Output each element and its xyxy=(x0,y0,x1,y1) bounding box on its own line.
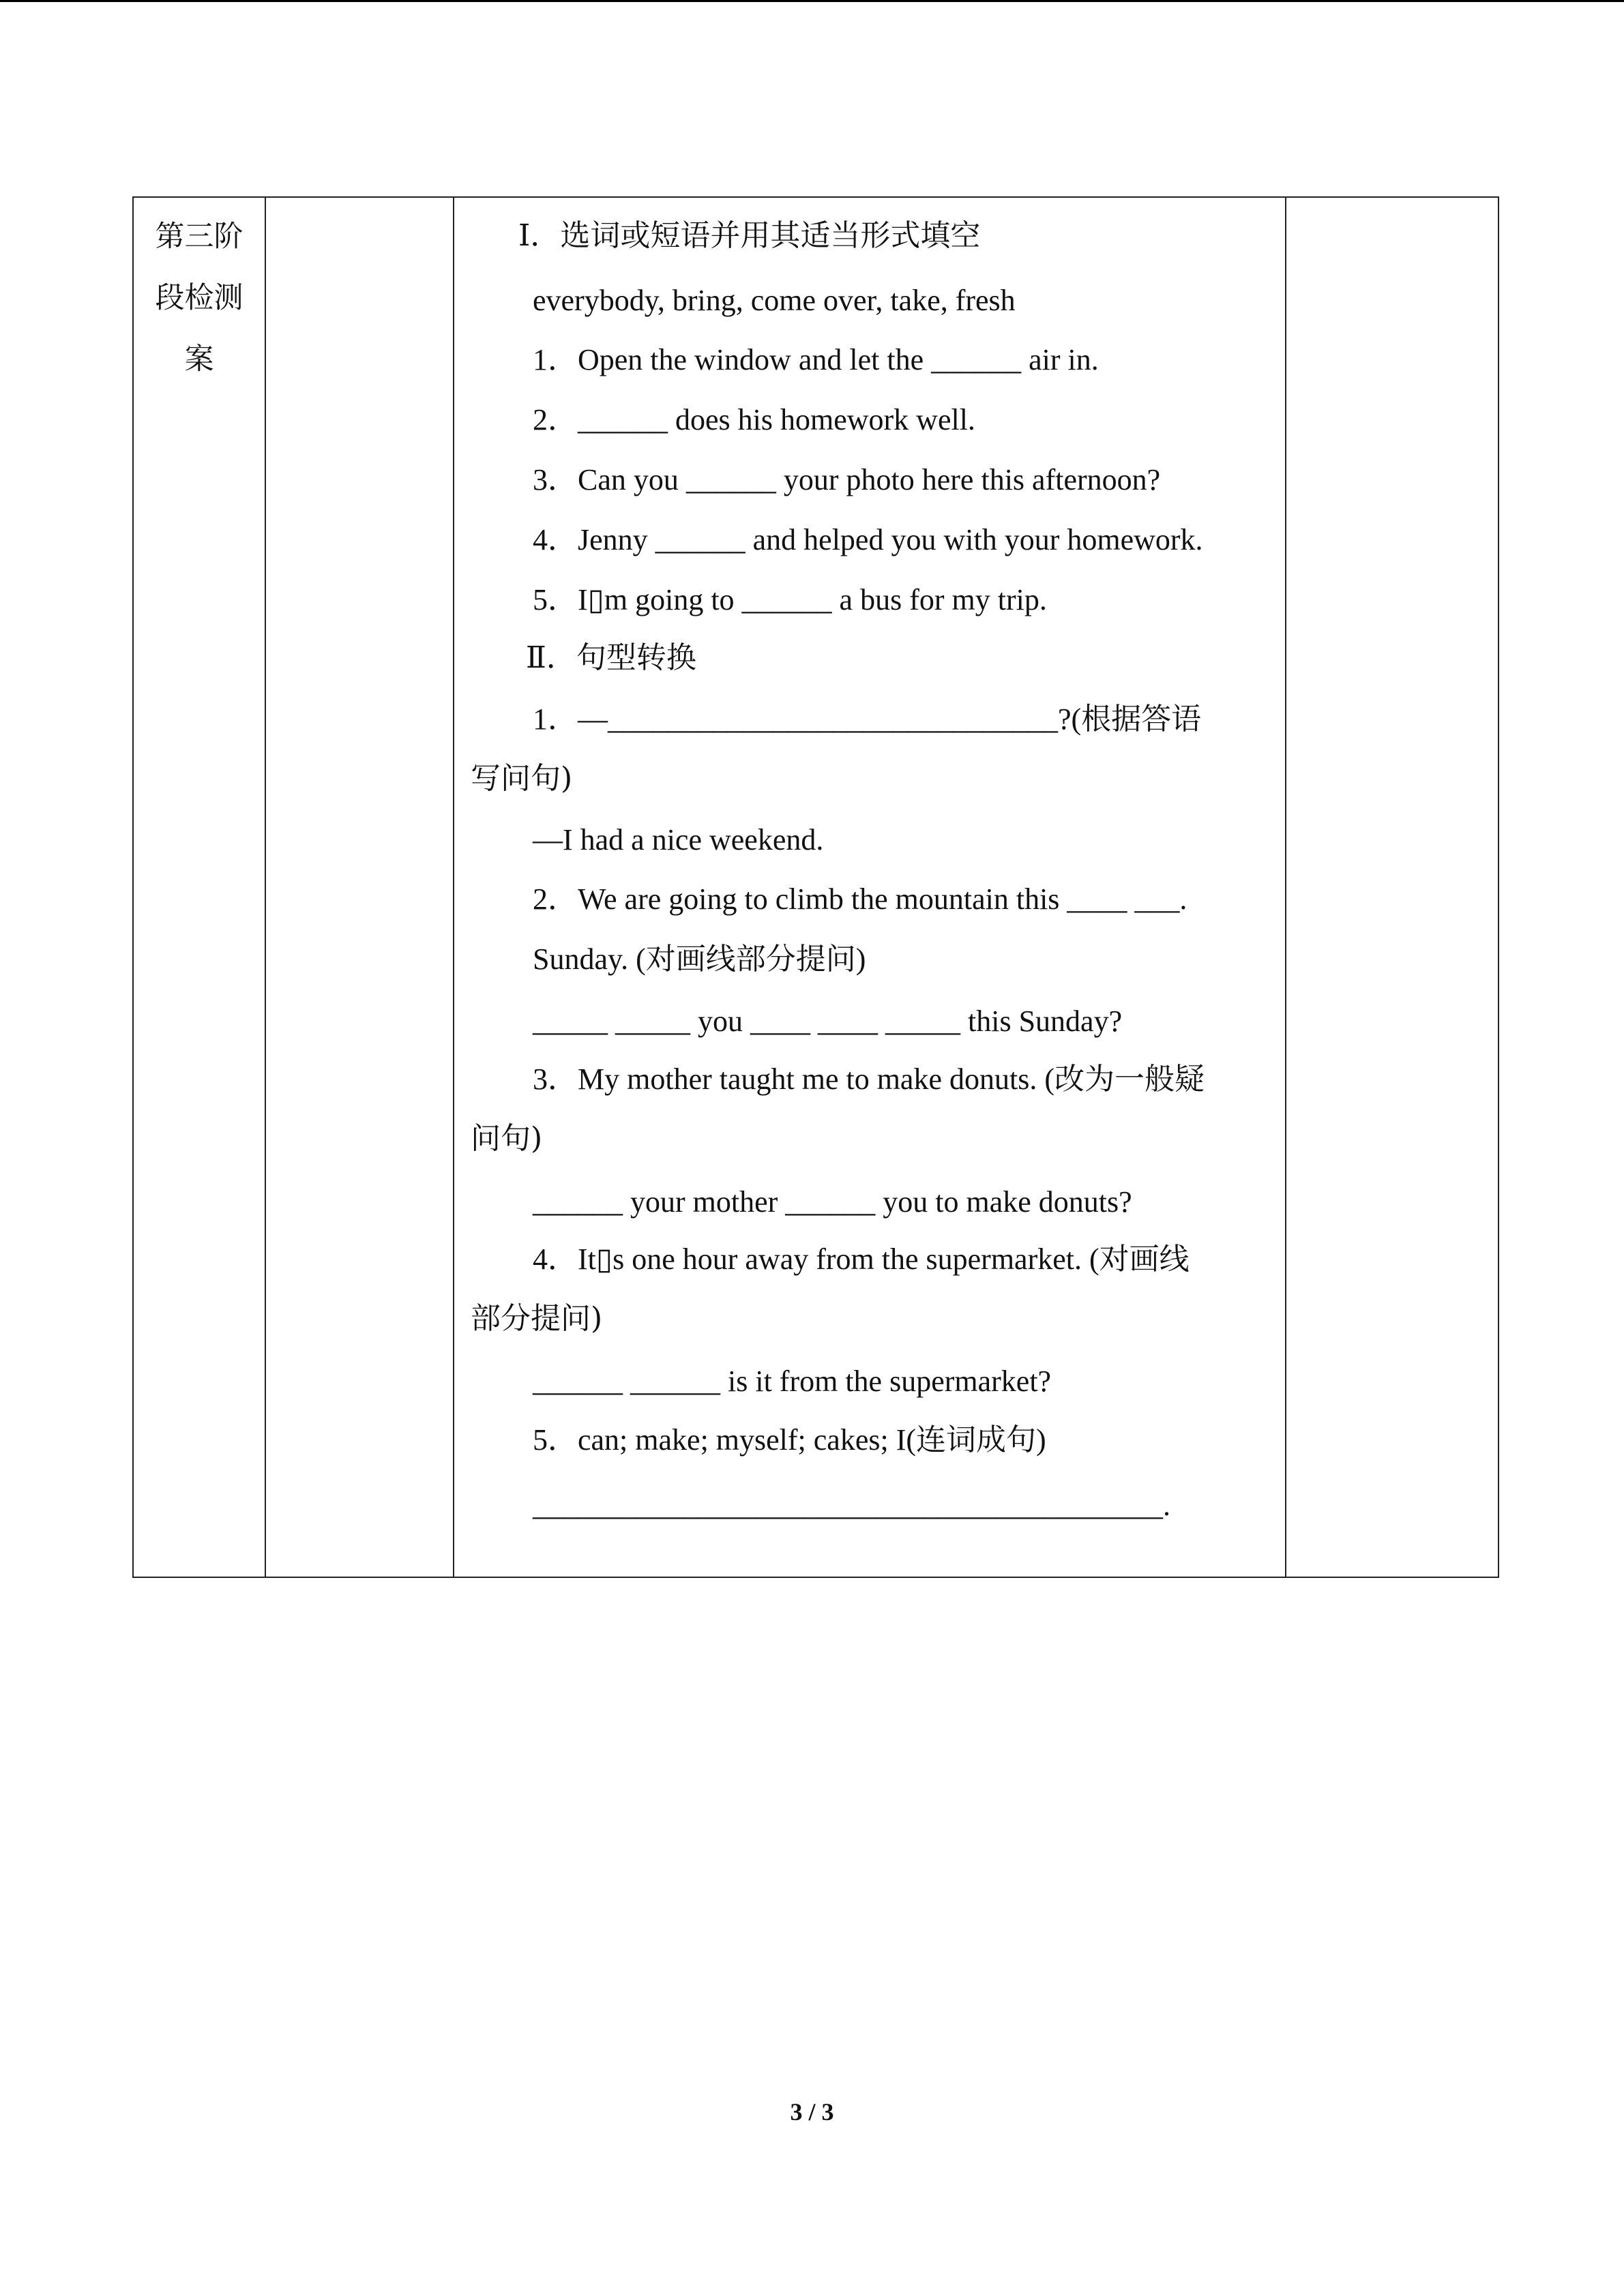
section-label xyxy=(134,198,265,390)
part2-question-2-cont: Sunday. (对画线部分提问) xyxy=(533,942,866,976)
part1-question-3: 3．Can you ______ your photo here this afternoon? xyxy=(533,463,1161,496)
part2-question-2-blank: _____ _____ you ____ ____ _____ this Sunday? xyxy=(533,1004,1123,1038)
part1-question-4: 4．Jenny ______ and helped you with your homework. xyxy=(533,523,1203,556)
part2-question-1-cont: 写问句) xyxy=(471,761,573,796)
part2-question-4-cont: 部分提问) xyxy=(471,1301,603,1336)
empty-cell xyxy=(265,197,454,1577)
part2-question-4-blank: ______ ______ is it from the supermarket? xyxy=(533,1365,1052,1398)
part2-question-1: 1．—______________________________?(根据答语 xyxy=(533,702,1202,736)
part2-question-1-answer: —I had a nice weekend. xyxy=(533,823,824,856)
word-bank: everybody, bring, come over, take, fresh xyxy=(533,284,1016,317)
part2-question-4: 4．It▯s one hour away from the supermarket. (对画线 xyxy=(533,1242,1190,1276)
worksheet-table xyxy=(132,196,1499,1578)
part1-question-2: 2．______ does his homework well. xyxy=(533,403,975,436)
part2-question-2: 2．We are going to climb the mountain this ____ ___. xyxy=(533,882,1187,916)
section-label-line: 案 xyxy=(184,342,214,376)
section-label-line: 第三阶 xyxy=(155,220,243,254)
part2-question-3: 3．My mother taught me to make donuts. (改为一般疑 xyxy=(533,1062,1205,1096)
part1-question-5: 5．I▯m going to ______ a bus for my trip. xyxy=(533,583,1047,616)
part2-heading: Ⅱ．句型转换 xyxy=(526,640,696,675)
page-number: 3 / 3 xyxy=(790,2098,834,2126)
part2-question-5: 5．can; make; myself; cakes; I(连词成句) xyxy=(533,1423,1046,1457)
part1-question-1: 1．Open the window and let the ______ air in. xyxy=(533,343,1099,376)
part2-question-3-blank: ______ your mother ______ you to make donuts? xyxy=(533,1185,1132,1219)
part2-question-5-blank: __________________________________________. xyxy=(533,1489,1170,1522)
part2-question-3-cont: 问句) xyxy=(471,1121,543,1156)
section-label-line: 段检测 xyxy=(155,281,243,315)
exercise-content-cell xyxy=(454,197,1286,1577)
section-label-cell xyxy=(133,197,265,1577)
table-row xyxy=(133,197,1498,1577)
top-border-line xyxy=(0,0,1624,2)
part1-heading: Ⅰ．选词或短语并用其适当形式填空 xyxy=(518,218,981,253)
